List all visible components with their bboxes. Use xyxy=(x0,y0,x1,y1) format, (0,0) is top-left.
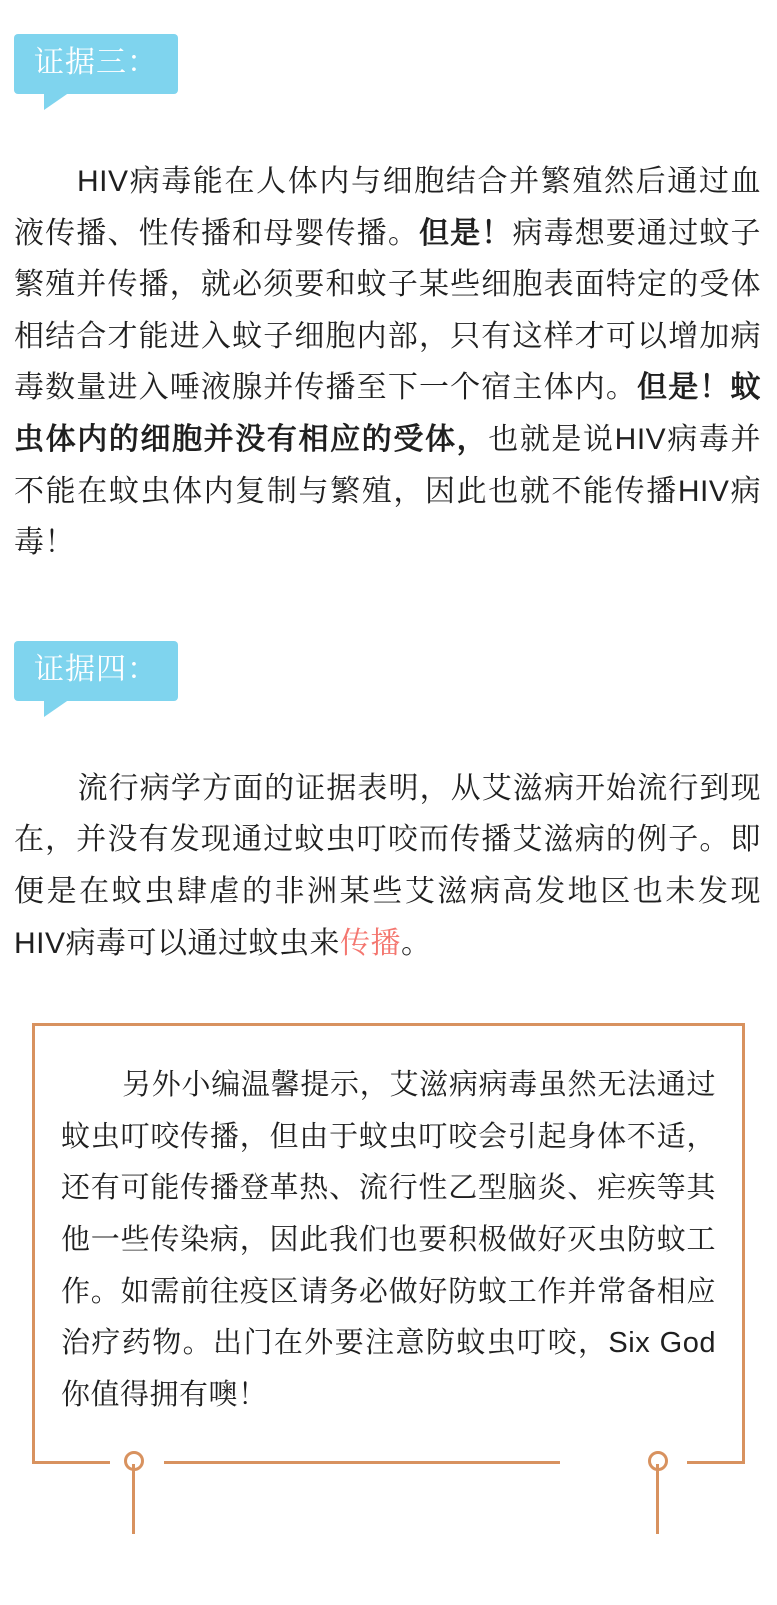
section-label-text: 证据三： xyxy=(14,34,178,94)
frame-segment-middle xyxy=(164,1461,560,1464)
spacer-after-label-four xyxy=(0,701,777,763)
section-label-text: 证据四： xyxy=(14,641,178,701)
frame-leg-left xyxy=(132,1464,135,1534)
spacer-before-tipbox xyxy=(0,969,777,1023)
spacer-after-label-three xyxy=(0,94,777,156)
paragraph-evidence-four: 流行病学方面的证据表明，从艾滋病开始流行到现在，并没有发现通过蚊虫叮咬而传播艾滋病的例子。即便是在蚊虫肆虐的非洲某些艾滋病高发地区也未发现HIV病毒可以通过蚊虫来传播。 xyxy=(14,771,761,960)
frame-leg-right xyxy=(656,1464,659,1534)
spacer-between-sections xyxy=(0,569,777,641)
paragraph-evidence-three: HIV病毒能在人体内与细胞结合并繁殖然后通过血液传播、性传播和母婴传播。但是！病毒想要通过蚊子繁殖并传播，就必须要和蚊子某些细胞表面特定的受体相结合才能进入蚊子细胞内部，只有这样才可以增加病毒数量进入唾液腺并传播至下一个宿主体内。但是！蚊虫体内的细胞并没有相应的受体，也就是说HIV病毒并不能在蚊虫体内复制与繁殖，因此也就不能传播HIV病毒！ xyxy=(14,165,762,560)
top-spacer xyxy=(0,0,777,34)
tip-box xyxy=(32,1023,745,1461)
tip-box-paragraph: 另外小编温馨提示，艾滋病病毒虽然无法通过蚊虫叮咬传播，但由于蚊虫叮咬会引起身体不适，还有可能传播登革热、流行性乙型脑炎、疟疾等其他一些传染病，因此我们也要积极做好灭虫防蚊工作。如需前往疫区请务必做好防蚊工作并常备相应治疗药物。出门在外要注意防蚊虫叮咬，Six God你值得拥有噢！ xyxy=(61,1069,716,1411)
section-label-evidence-four xyxy=(14,641,777,701)
speech-bubble-tail-icon xyxy=(44,92,70,110)
speech-bubble-tail-icon xyxy=(44,699,70,717)
frame-segment-left xyxy=(32,1461,110,1464)
tip-box-footer-frame xyxy=(32,1461,745,1535)
frame-segment-right xyxy=(687,1461,745,1464)
section-label-evidence-three xyxy=(14,34,777,94)
